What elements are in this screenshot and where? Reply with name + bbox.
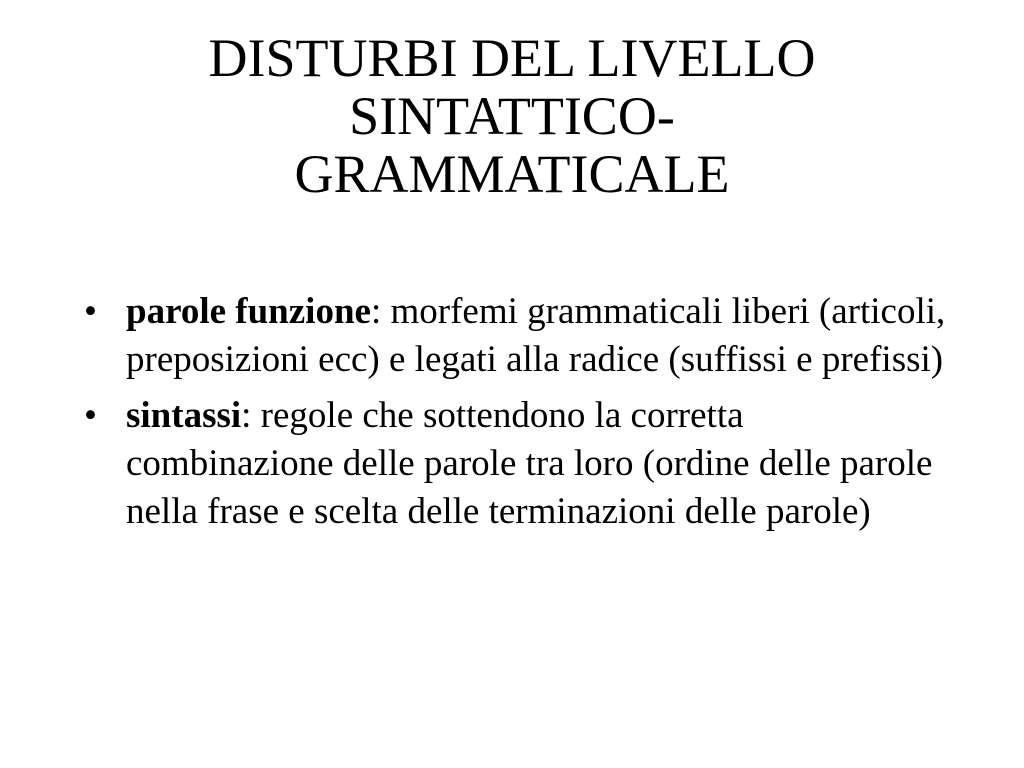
bullet-icon: • bbox=[84, 291, 97, 332]
title-line-1: DISTURBI DEL LIVELLO bbox=[208, 28, 816, 88]
bullet-item-sintassi bbox=[84, 392, 954, 536]
bullet-text: : morfemi grammaticali liberi (articoli, preposizioni ecc) e legati alla radice (suffissi e prefissi) bbox=[126, 291, 946, 381]
bullet-text: : regole che sottendono la corretta combinazione delle parole tra loro (ordine delle parole nella frase e scelta delle terminazioni delle parole) bbox=[126, 395, 933, 533]
bullet-term: parole funzione bbox=[126, 291, 371, 332]
title-line-2: SINTATTICO- bbox=[349, 85, 675, 146]
bullet-icon: • bbox=[84, 395, 97, 437]
bullet-item-parole-funzione bbox=[84, 288, 954, 384]
bullet-list bbox=[84, 288, 954, 544]
bullet-term: sintassi bbox=[126, 395, 242, 437]
slide-title bbox=[60, 30, 964, 203]
title-line-3: GRAMMATICALE bbox=[294, 143, 730, 204]
